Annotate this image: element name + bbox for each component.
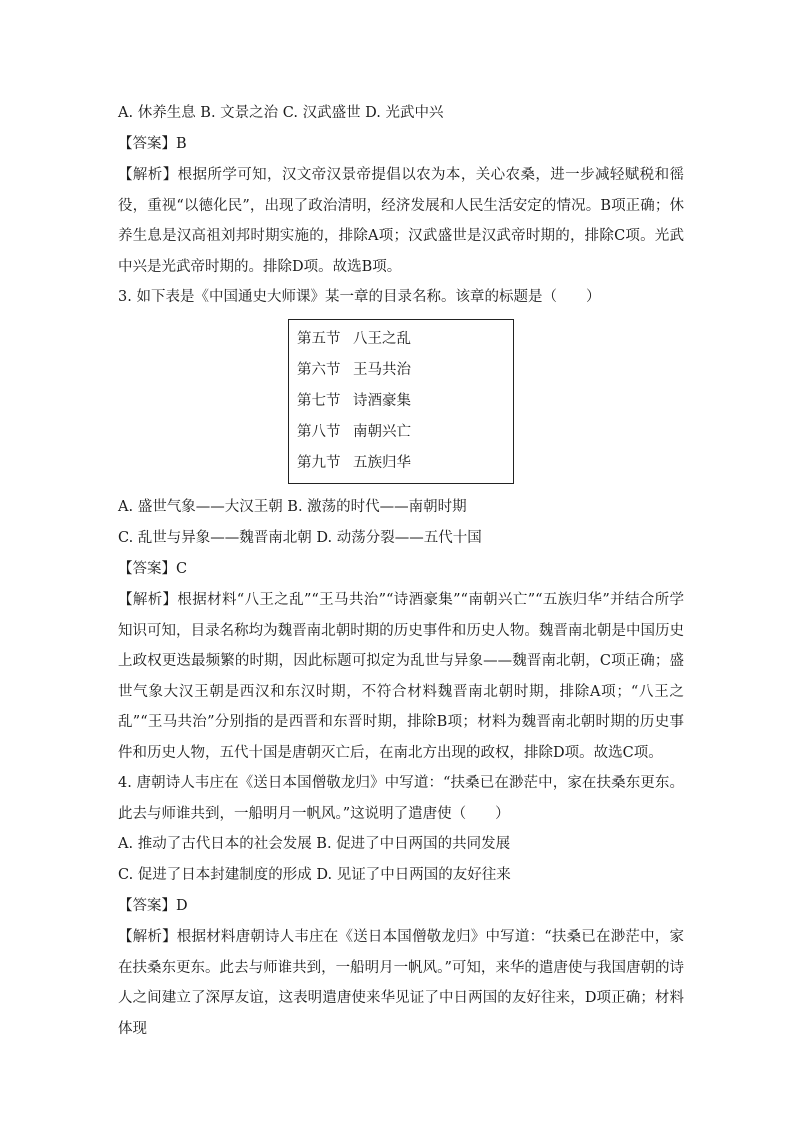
q3-analysis: 【解析】根据材料“八王之乱”“王马共治”“诗酒豪集”“南朝兴亡”“五族归华”并结合所学知识可知，目录名称均为魏晋南北朝时期的历史事件和历史人物。魏晋南北朝是中国历史上政权更迭最频繁的时期，因此标题可拟定为乱世与异象——魏晋南北朝，C项正确；盛世气象大汉王朝是西汉和东汉时期，不符合材料魏晋南北朝时期，排除A项；“八王之乱”“王马共治”分别指的是西晋和东晋时期，排除B项；材料为魏晋南北朝时期的历史事件和历史人物，五代十国是唐朝灭亡后，在南北方出现的政权，排除D项。故选C项。 <box>118 592 684 761</box>
exam-page <box>118 98 684 1044</box>
q4-options-cd: C. 促进了日本封建制度的形成 D. 见证了中日两国的友好往来 <box>118 867 511 883</box>
directory-row <box>297 355 513 386</box>
directory-row <box>297 386 513 417</box>
q4-stem: 4. 唐朝诗人韦庄在《送日本国僧敬龙归》中写道：“扶桑已在渺茫中，家在扶桑东更东。此去与师谁共到，一船明月一帆风。”这说明了遣唐使（ ） <box>118 775 684 822</box>
q3-stem: 3. 如下表是《中国通史大师课》某一章的目录名称。该章的标题是（ ） <box>118 289 601 305</box>
directory-title: 八王之乱 <box>353 331 411 347</box>
directory-title: 王马共治 <box>353 362 411 378</box>
q4-options-ab: A. 推动了古代日本的社会发展 B. 促进了中日两国的共同发展 <box>118 836 511 852</box>
directory-section: 第五节 <box>297 331 341 347</box>
q2-options: A. 休养生息 B. 文景之治 C. 汉武盛世 D. 光武中兴 <box>118 105 444 121</box>
q3-directory-table <box>288 319 514 484</box>
directory-section: 第六节 <box>297 362 341 378</box>
directory-section: 第八节 <box>297 424 341 440</box>
directory-title: 五族归华 <box>353 455 411 471</box>
directory-row <box>297 448 513 479</box>
q4-answer: 【答案】D <box>118 898 188 914</box>
q3-options-cd: C. 乱世与异象——魏晋南北朝 D. 动荡分裂——五代十国 <box>118 530 482 546</box>
q2-answer: 【答案】B <box>118 136 187 152</box>
directory-section: 第七节 <box>297 393 341 409</box>
q4-analysis: 【解析】根据材料唐朝诗人韦庄在《送日本国僧敬龙归》中写道：“扶桑已在渺茫中，家在扶桑东更东。此去与师谁共到，一船明月一帆风。”可知，来华的遣唐使与我国唐朝的诗人之间建立了深厚友谊，这表明遣唐使来华见证了中日两国的友好往来，D项正确；材料体现 <box>118 929 684 1037</box>
q3-options-ab: A. 盛世气象——大汉王朝 B. 激荡的时代——南朝时期 <box>118 499 467 515</box>
directory-row <box>297 417 513 448</box>
directory-row <box>297 324 513 355</box>
q3-answer: 【答案】C <box>118 561 188 577</box>
directory-section: 第九节 <box>297 455 341 471</box>
directory-title: 诗酒豪集 <box>353 393 411 409</box>
q2-analysis: 【解析】根据所学可知，汉文帝汉景帝提倡以农为本，关心农桑，进一步减轻赋税和徭役，重视“以德化民”，出现了政治清明，经济发展和人民生活安定的情况。B项正确；休养生息是汉高祖刘邦时期实施的，排除A项；汉武盛世是汉武帝时期的，排除C项。光武中兴是光武帝时期的。排除D项。故选B项。 <box>118 167 684 275</box>
directory-title: 南朝兴亡 <box>353 424 411 440</box>
